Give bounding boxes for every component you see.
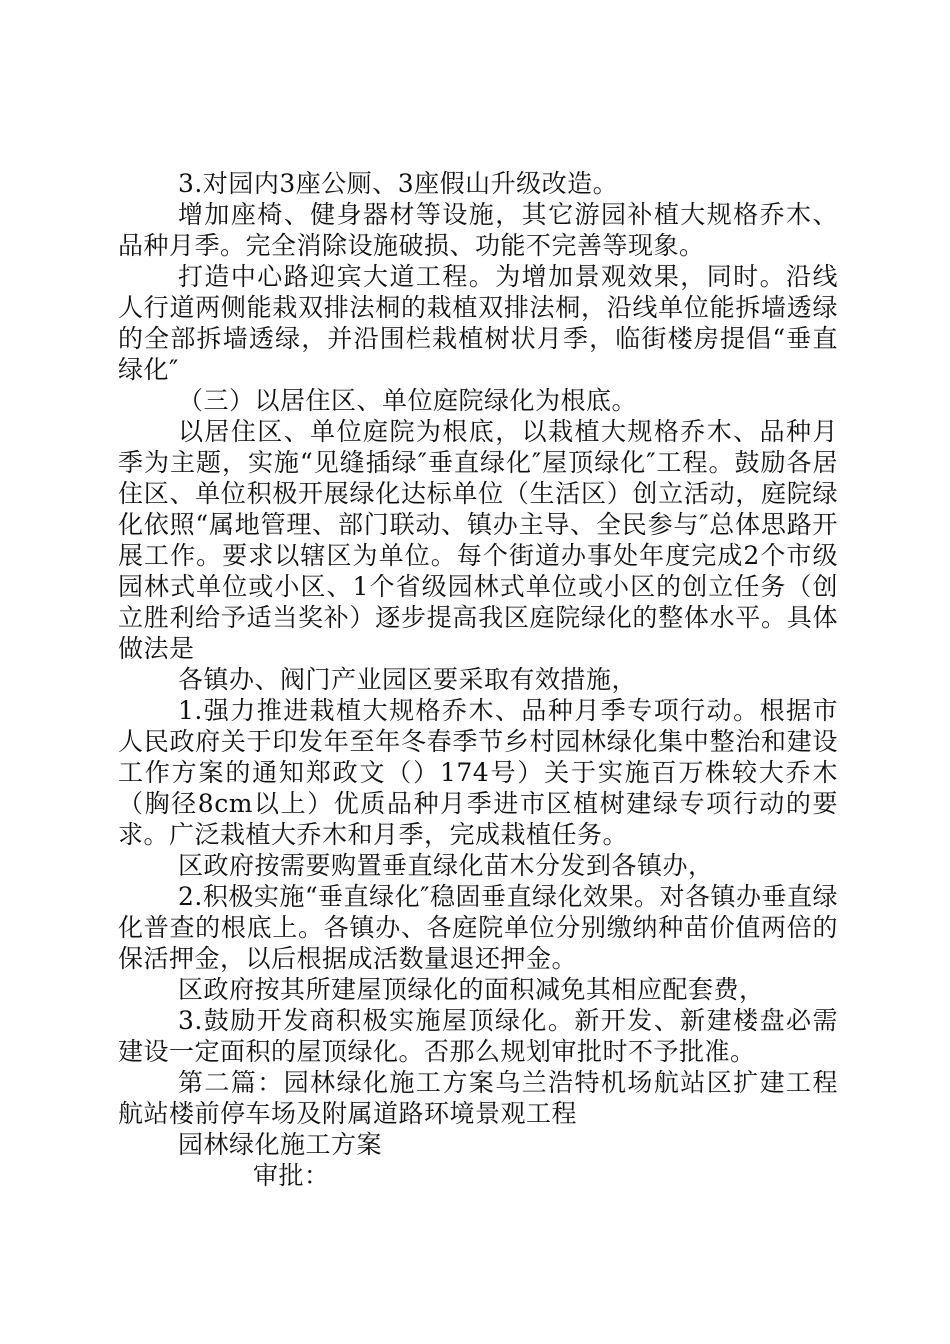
paragraph-residential-greening: 以居住区、单位庭院为根底，以栽植大规格乔木、品种月季为主题，实施“见缝插绿″垂直绿化″屋顶绿化″工程。鼓励各居住区、单位积极开展绿化达标单位（生活区）创立活动，庭院绿化依照“属地管理、部门联动、镇办主导、全民参与″总体思路开展工作。要求以辖区为单位。每个街道办事处年度完成2个市级园林式单位或小区、1个省级园林式单位或小区的创立任务（创立胜利给予适当奖补）逐步提高我区庭院绿化的整体水平。具体做法是 — [118, 417, 838, 663]
paragraph-item-3-roof: 3.鼓励开发商积极实施屋顶绿化。新开发、新建楼盘必需建设一定面积的屋顶绿化。否那么规划审批时不予批准。 — [118, 1006, 838, 1066]
paragraph-effective-measures: 各镇办、阀门产业园区要采取有效措施， — [178, 665, 638, 694]
paragraph-item-2-vertical: 2.积极实施“垂直绿化″稳固垂直绿化效果。对各镇办垂直绿化普查的根底上。各镇办、各庭院单位分别缴纳种苗价值两倍的保活押金，以后根据成活数量退还押金。 — [118, 882, 838, 973]
paragraph-add-facilities: 增加座椅、健身器材等设施，其它游园补植大规格乔木、品种月季。完全消除设施破损、功能不完善等现象。 — [118, 200, 838, 260]
paragraph-central-road: 打造中心路迎宾大道工程。为增加景观效果，同时。沿线人行道两侧能栽双排法桐的栽植双排法桐，沿线单位能拆墙透绿的全部拆墙透绿，并沿围栏栽植树状月季，临街楼房提倡“垂直绿化″ — [118, 262, 838, 384]
paragraph-fee-reduction: 区政府按其所建屋顶绿化的面积减免其相应配套费， — [178, 975, 765, 1004]
paragraph-item-1-planting: 1.强力推进栽植大规格乔木、品种月季专项行动。根据市人民政府关于印发年至年冬春季节乡村园林绿化集中整治和建设工作方案的通知郑政文（）174号）关于实施百万株较大乔木（胸径8cm以上）优质品种月季进市区植树建绿专项行动的要求。广泛栽植大乔木和月季，完成栽植任务。 — [118, 696, 838, 849]
document-body — [118, 168, 838, 1191]
paragraph-item-3-toilets: 3.对园内3座公厕、3座假山升级改造。 — [178, 169, 619, 198]
chapter-title-part-two: 第二篇：园林绿化施工方案乌兰浩特机场航站区扩建工程航站楼前停车场及附属道路环境景观工程 — [118, 1068, 838, 1128]
paragraph-purchase-seedlings: 区政府按需要购置垂直绿化苗木分发到各镇办， — [178, 851, 714, 880]
plan-title: 园林绿化施工方案 — [178, 1130, 383, 1159]
approval-label: 审批： — [253, 1161, 330, 1190]
section-heading-residential: （三）以居住区、单位庭院绿化为根底。 — [178, 386, 638, 415]
